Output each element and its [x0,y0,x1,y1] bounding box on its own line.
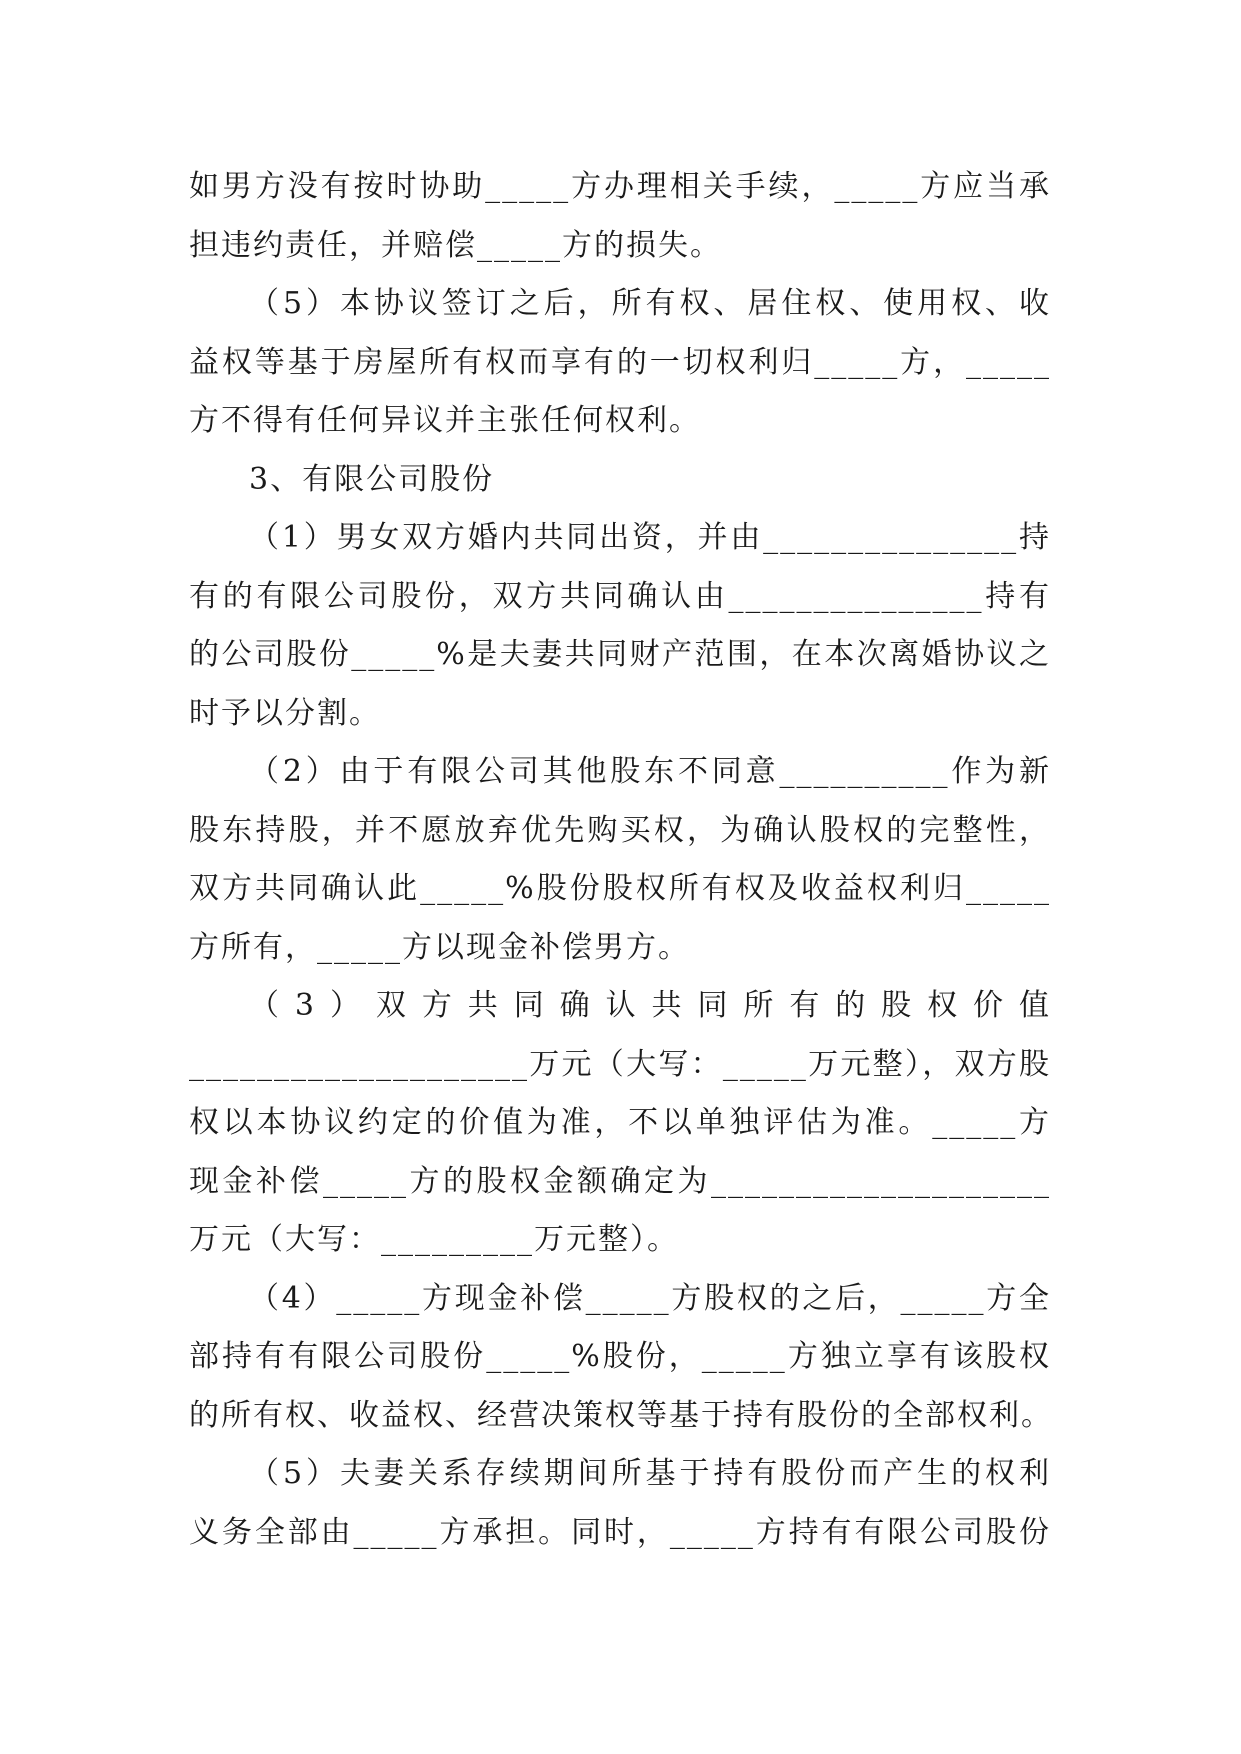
document-line: 3、有限公司股份 [249,461,495,497]
document-line: 有的有限公司股份，双方共同确认由_______________持有 [189,578,1051,614]
document-line: （1）男女双方婚内共同出资，并由_______________持 [249,520,1051,555]
document-line: （4）_____方现金补偿_____方股权的之后，_____方全 [249,1280,1051,1316]
document-line: 现金补偿_____方的股权金额确定为____________________ [189,1163,1051,1199]
document-line: （2）由于有限公司其他股东不同意__________作为新 [249,754,1051,789]
document-line: 益权等基于房屋所有权而享有的一切权利归_____方，_____ [189,344,1051,380]
document-line: 的公司股份_____%是夫妻共同财产范围，在本次离婚协议之 [189,637,1051,672]
document-line: （3）双方共同确认共同所有的股权价值 [249,988,1051,1023]
document-line: 如男方没有按时协助_____方办理相关手续，_____方应当承 [189,169,1051,204]
document-line: （5）本协议签订之后，所有权、居住权、使用权、收 [249,286,1051,321]
document-line: 股东持股，并不愿放弃优先购买权，为确认股权的完整性， [189,812,1051,848]
document-line: 义务全部由_____方承担。同时，_____方持有有限公司股份 [189,1514,1051,1550]
document-line: 权以本协议约定的价值为准，不以单独评估为准。_____方 [189,1105,1051,1140]
document-line: （5）夫妻关系存续期间所基于持有股份而产生的权利 [249,1456,1051,1491]
document-line: 的所有权、收益权、经营决策权等基于持有股份的全部权利。 [189,1397,1053,1433]
document-line: 万元（大写：_________万元整）。 [189,1222,679,1257]
document-line: 方所有，_____方以现金补偿男方。 [189,929,690,965]
document-line: 部持有有限公司股份_____%股份，_____方独立享有该股权 [189,1339,1051,1374]
document-body [189,158,1051,1562]
document-line: 双方共同确认此_____%股份股权所有权及收益权利归_____ [189,871,1051,906]
document-line: 方不得有任何异议并主张任何权利。 [189,403,701,438]
document-line: 担违约责任，并赔偿_____方的损失。 [189,227,722,263]
document-line: 时予以分割。 [189,695,381,731]
document-line: ____________________万元（大写：_____万元整），双方股 [189,1046,1051,1082]
